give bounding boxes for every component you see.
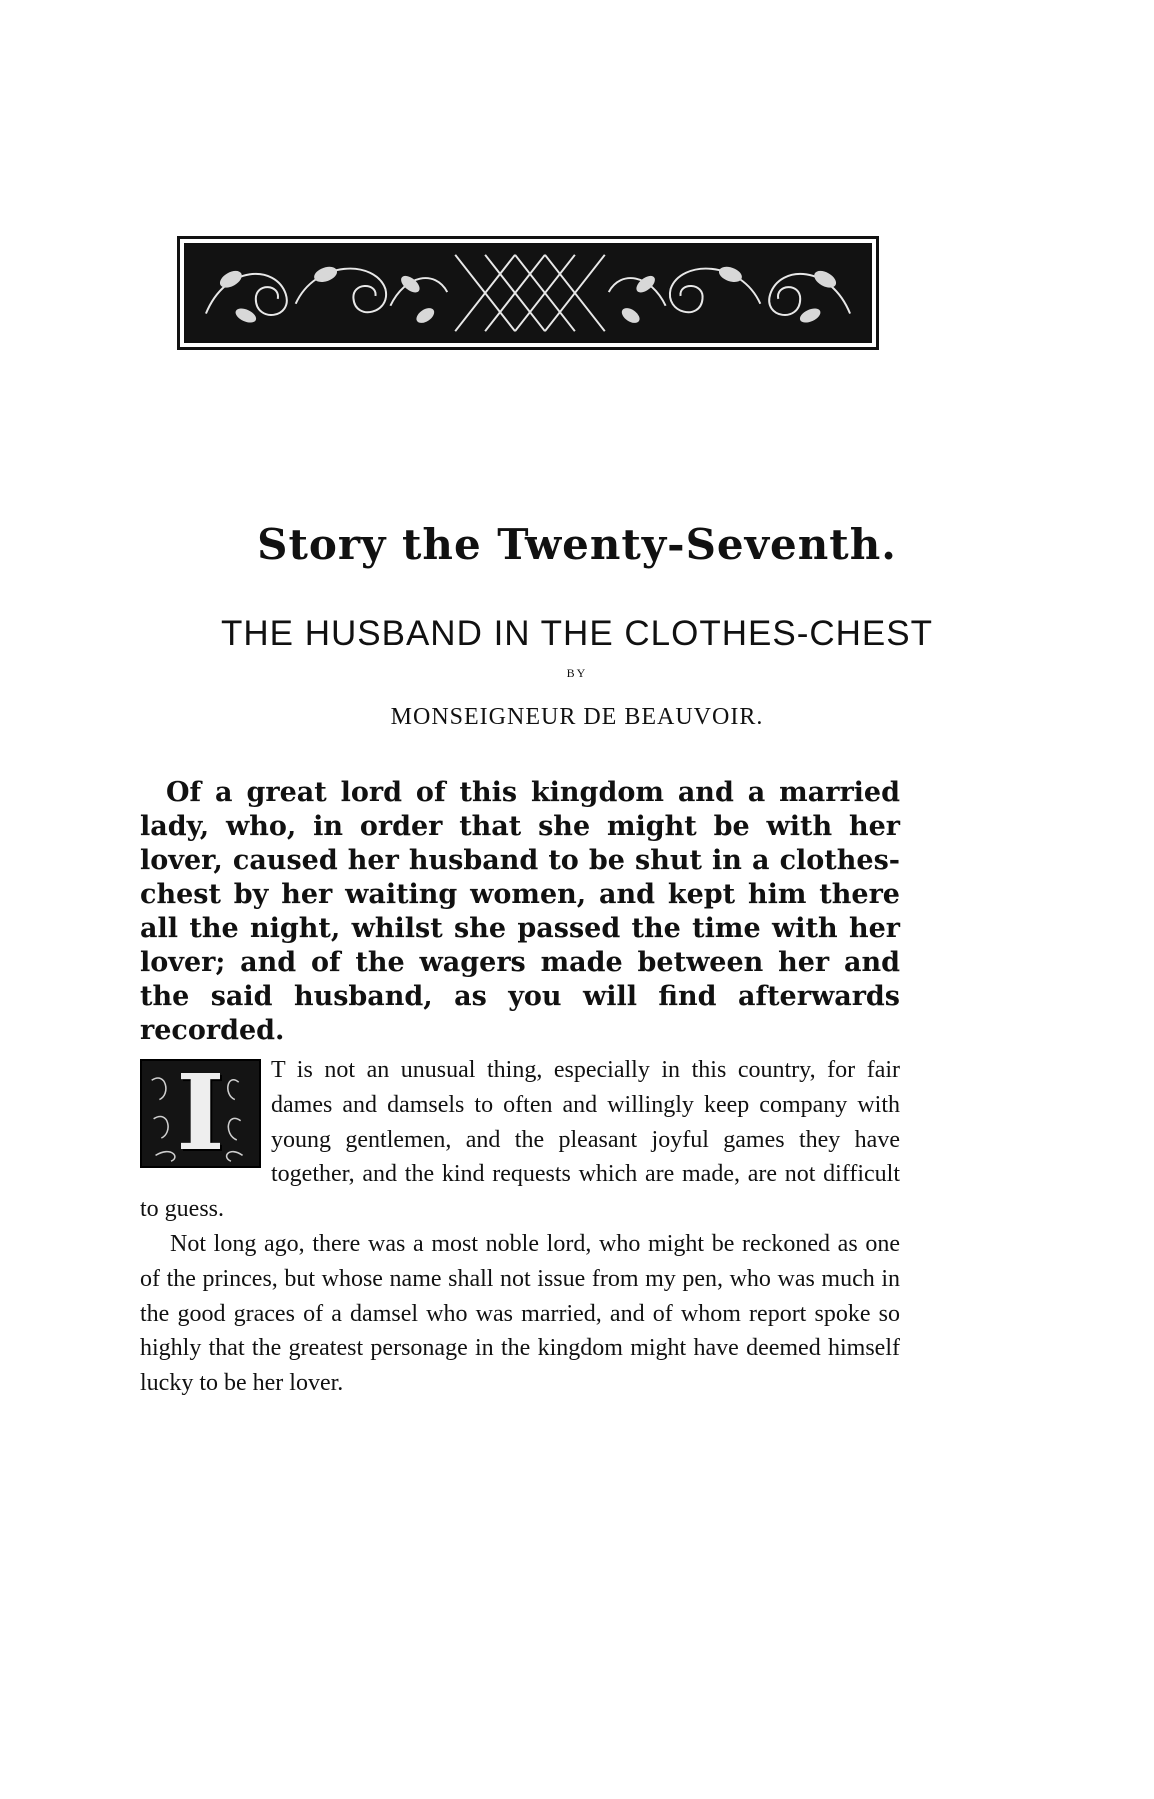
byline: BY <box>566 666 588 680</box>
headpiece-artwork <box>186 245 870 341</box>
drop-cap-letter: I <box>176 1051 225 1174</box>
story-subtitle: THE HUSBAND IN THE CLOTHES-CHEST <box>221 614 933 653</box>
summary-first-line: Of a great lord of this kingdom and a married lady, <box>140 777 900 842</box>
author-name: MONSEIGNEUR DE BEAUVOIR. <box>390 704 764 730</box>
drop-cap <box>140 1051 261 1174</box>
story-title: Story the Twenty-Seventh. <box>257 520 897 569</box>
ornamental-headpiece <box>177 236 879 350</box>
floral-ornament-icon <box>184 243 872 343</box>
story-summary <box>140 776 900 1048</box>
story-body <box>140 1053 900 1401</box>
body-paragraph-1: T is not an unusual thing, especially in this country, for fair dames and damsels to often and willingly keep company with young gentlemen, and the pleasant joyful games they have together, and the kind requests which are made, are not difficult to guess. <box>140 1057 900 1223</box>
summary-rest: who, in order that she might be with her lover, caused her husband to be shut in a clothes-chest by her waiting women, and kept him there all the night, whilst she passed the time with her lover; and of the wagers made between her and the said husband, as you will find afterwards recorded. <box>140 811 900 1046</box>
body-paragraph-2: Not long ago, there was a most noble lord, who might be reckoned as one of the princes, but whose name shall not issue from my pen, who was much in the good graces of a damsel who was married, and of whom report spoke so highly that the greatest personage in the kingdom might have deemed himself lucky to be her lover. <box>140 1230 900 1397</box>
